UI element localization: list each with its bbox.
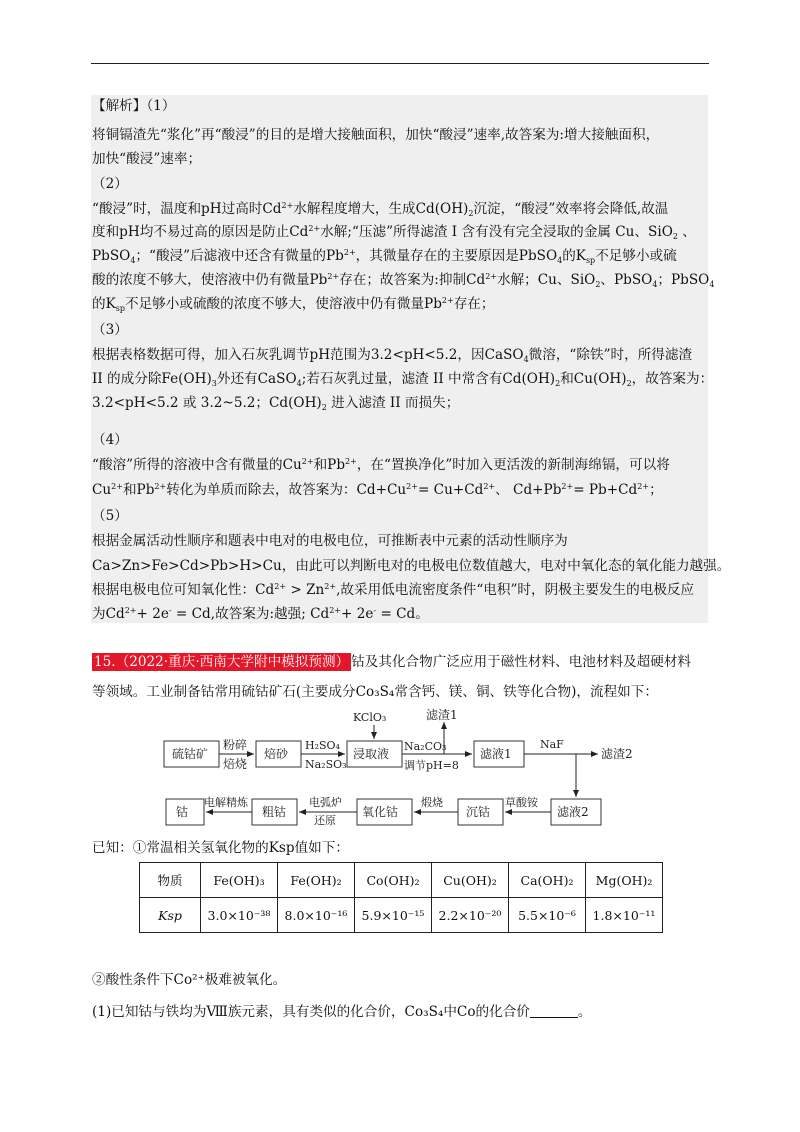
known-note-2: ②酸性条件下Co²⁺极难被氧化。: [92, 972, 287, 988]
analysis-p3-line3-b: 进入滤渣 II 而损失；: [326, 395, 460, 411]
analysis-p1-line1: 将铜镉渣先“浆化”再“酸浸”的目的是增大接触面积，加快“酸浸”速率,故答案为:增大接触面积，: [92, 127, 660, 143]
ksp-cell-4: 2.2×10⁻²⁰: [432, 898, 509, 933]
ksp-cell-1: 3.0×10⁻³⁸: [201, 898, 278, 933]
ksp-cell-2: 8.0×10⁻¹⁶: [278, 898, 355, 933]
analysis-p2-line5: 的$K_{sp}$不足够小或硫酸的浓度不够大，使溶液中仍有微量$Pb^{2+}$存在；: [92, 296, 495, 313]
flow-na2co3: Na₂CO₃: [404, 740, 447, 753]
ksp-head-6: Mg(OH)₂: [586, 863, 663, 898]
flow-cobalt: 钴: [176, 805, 189, 819]
analysis-p4-line2: $Cu^{2+}$和$Pb^{2+}$转化为单质而除去，故答案为：$Cd+Cu^{2+}= Cu+Cd^{2+}$、 $Cd+Pb^{2+}= Pb+Cd^{2+}$；: [92, 482, 663, 498]
flow-step1a: 粉碎: [223, 738, 248, 752]
flow-filtrate1: 滤液1: [480, 747, 512, 761]
ksp-cell-0: Ksp: [140, 898, 201, 933]
ksp-cell-3: 5.9×10⁻¹⁵: [355, 898, 432, 933]
flow-co-oxide: 氧化钴: [362, 805, 399, 819]
flow-na2so3: Na₂SO₃: [305, 758, 347, 771]
analysis-num-4: （4）: [92, 432, 128, 448]
analysis-heading: 【解析】（1）: [92, 98, 176, 114]
analysis-p5-line1: 根据金属活动性顺序和题表中电对的电极电位，可推断表中元素的活动性顺序为: [92, 533, 568, 549]
flow-oxalate: 草酸铵: [505, 796, 538, 809]
analysis-p3-line1: 根据表格数据可得，加入石灰乳调节pH范围为3.2<pH<5.2，因CaSO$_4$微溶，“除铁”时，所得滤渣: [92, 347, 693, 364]
ksp-cell-6: 1.8×10⁻¹¹: [586, 898, 663, 933]
ksp-head-1: Fe(OH)₃: [201, 863, 278, 898]
flow-filtrate2: 滤液2: [557, 805, 589, 819]
analysis-p2-line4: 酸的浓度不够大，使溶液中仍有微量$Pb^{2+}$存在；故答案为:抑制$Cd^{2+}$水解；Cu、SiO$_2$、PbSO$_4$；PbSO$_4$: [92, 272, 715, 289]
answer-blank[interactable]: [530, 1004, 578, 1018]
flow-ore: 硫钴矿: [172, 747, 209, 761]
analysis-p3-line3-a: 3.2<pH<5.2 或 3.2~5.2；Cd(OH): [92, 395, 322, 411]
ksp-cell-5: 5.5×10⁻⁶: [509, 898, 586, 933]
analysis-num-2: （2）: [92, 176, 128, 192]
analysis-p2-line3: PbSO$_4$；“酸浸”后滤液中还含有微量的$Pb^{2+}$，其微量存在的主要原因是PbSO$_4$的$K_{sp}$不足够小或硫: [92, 248, 677, 265]
ksp-header-row: [140, 863, 663, 898]
flow-arc2: 还原: [314, 814, 336, 827]
ksp-head-3: Co(OH)₂: [355, 863, 432, 898]
flow-crude: 粗钴: [262, 805, 287, 819]
ksp-head-0: 物质: [140, 863, 201, 898]
ksp-head-2: Fe(OH)₂: [278, 863, 355, 898]
analysis-p4-line1: “酸溶”所得的溶液中含有微量的$Cu^{2+}$和$Pb^{2+}$，在“置换净化”时加入更活泼的新制海绵镉，可以将: [92, 457, 670, 473]
question-part-1: (1)已知钴与铁均为Ⅷ族元素，具有类似的化合价，Co₃S₄中Co的化合价 。: [92, 1004, 592, 1020]
known-note-1: 已知：①常温相关氢氧化物的Ksp值如下：: [92, 840, 349, 856]
analysis-p3-line3: 3.2<pH<5.2 或 3.2~5.2；$Cd(OH)_2$ 进入滤渣 II 而损失；: [92, 395, 460, 412]
analysis-p1-line2: 加快“酸浸”速率；: [92, 151, 202, 167]
question-source-tag: 15.（2022·重庆·西南大学附中模拟预测）: [94, 654, 350, 670]
analysis-p2-line1: “酸浸”时，温度和pH过高时$Cd^{2+}$水解程度增大，生成$Cd(OH)_2$沉淀，“酸浸”效率将会降低,故温: [92, 201, 669, 218]
analysis-num-5: （5）: [92, 508, 128, 524]
analysis-p3-line2: II 的成分除$Fe(OH)_3$外还有CaSO$_4$;若石灰乳过量，滤渣 II 中常含有$Cd(OH)_2$和$Cu(OH)_2$，故答案为：: [92, 371, 714, 388]
flow-residue1: 滤渣1: [426, 708, 458, 722]
flow-roast: 焙砂: [264, 747, 289, 761]
question-line2: 等领域。工业制备钴常用硫钴矿石(主要成分Co₃S₄常含钙、镁、铜、铁等化合物)，流程如下：: [92, 684, 658, 700]
flow-elec: 电解精炼: [204, 796, 248, 809]
ksp-head-5: Ca(OH)₂: [509, 863, 586, 898]
flow-kclo3: KClO₃: [353, 711, 387, 724]
ksp-value-row: [140, 898, 663, 933]
flow-calcine: 煅烧: [421, 796, 443, 809]
analysis-p5-line4: 为$Cd^{2+}+ 2e^- = Cd$,故答案为:越强; $Cd^{2+}+ 2e^- = Cd$。: [92, 606, 429, 622]
question-line1-tail: 钴及其化合物广泛应用于磁性材料、电池材料及超硬材料: [351, 654, 692, 670]
flow-leach: 浸取液: [353, 747, 390, 761]
flow-residue2: 滤渣2: [601, 747, 633, 761]
flow-co-precip: 沉钴: [466, 805, 491, 819]
analysis-p5-line3: 根据电极电位可知氧化性：$Cd^{2+} > Zn^{2+}$,故采用低电流密度条件“电积”时，阴极主要发生的电极反应: [92, 582, 695, 598]
flow-step1b: 焙烧: [223, 757, 248, 771]
ksp-head-4: Cu(OH)₂: [432, 863, 509, 898]
flow-ph: 调节pH=8: [404, 759, 459, 772]
ksp-table: [139, 862, 663, 933]
analysis-p2-line2: 度和pH均不易过高的原因是防止$Cd^{2+}$水解;“压滤”所得滤渣 I 含有没有完全浸取的金属 Cu、SiO$_2$ 、: [92, 224, 696, 241]
analysis-num-3: （3）: [92, 322, 128, 338]
analysis-p5-line2: Ca>Zn>Fe>Cd>Pb>H>Cu，由此可以判断电对的电极电位数值越大，电对中氧化态的氧化能力越强。: [92, 558, 731, 574]
question-part-1-text: (1)已知钴与铁均为Ⅷ族元素，具有类似的化合价，Co₃S₄中Co的化合价: [92, 1004, 530, 1020]
flow-h2so4: H₂SO₄: [305, 739, 340, 752]
flow-arc1: 电弧炉: [309, 796, 342, 809]
flow-naf: NaF: [540, 738, 564, 751]
